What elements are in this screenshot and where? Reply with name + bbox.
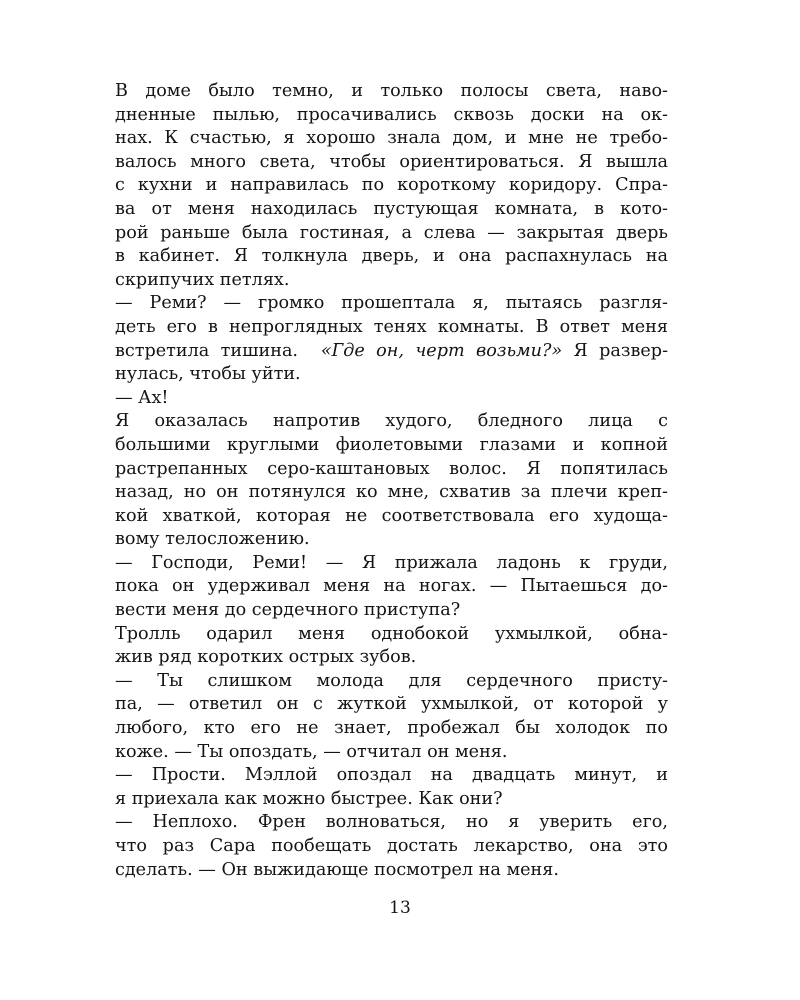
text-line: сделать. — Он выжидающе посмотрел на меня. xyxy=(115,859,559,880)
text-line: Я оказалась напротив худого, бледного лица с xyxy=(115,411,668,432)
text-line: скрипучих петлях. xyxy=(115,269,290,290)
text-line: — Неплохо. Френ волноваться, но я уверить его, xyxy=(115,812,668,833)
text-line: что раз Сара пообещать достать лекарство, она это xyxy=(115,836,668,856)
italic-thought: «Где он, черт возьми?» xyxy=(320,340,563,361)
text-line: нулась, чтобы уйти. xyxy=(115,364,301,385)
text-line: В доме было темно, и только полосы света, наво- xyxy=(115,81,668,101)
text-line: Тролль одарил меня однобокой ухмылкой, обна- xyxy=(115,623,668,644)
text-line: рой раньше была гостиная, а слева — закрытая дверь xyxy=(115,222,668,243)
text-line: дненные пылью, просачивались сквозь доски на ок- xyxy=(115,104,668,125)
text-line: нах. К счастью, я хорошо знала дом, и мне не требо- xyxy=(115,128,668,149)
page-body-text xyxy=(115,80,668,882)
text-line: в кабинет. Я толкнула дверь, и она распахнулась на xyxy=(115,246,668,267)
text-line: деть его в непроглядных тенях комнаты. В ответ меня xyxy=(115,316,668,337)
text-run: Я развер- xyxy=(562,340,669,361)
text-line: па, — ответил он с жуткой ухмылкой, от которой у xyxy=(115,694,668,715)
text-line: я приехала как можно быстрее. Как они? xyxy=(115,788,503,809)
text-line: кой хваткой, которая не соответствовала его худоща- xyxy=(115,505,668,526)
text-line: валось много света, чтобы ориентироваться. Я вышла xyxy=(115,151,668,172)
text-run: встретила тишина. xyxy=(115,340,321,361)
text-line: растрепанных серо-каштановых волос. Я попятилась xyxy=(115,458,668,479)
text-line: пока он удерживал меня на ногах. — Пытаешься до- xyxy=(115,576,668,597)
text-line: любого, кто его не знает, пробежал бы холодок по xyxy=(115,718,668,739)
text-line: коже. — Ты опоздать, — отчитал он меня. xyxy=(115,741,508,762)
text-line: вести меня до сердечного приступа? xyxy=(115,600,461,621)
text-line: — Ты слишком молода для сердечного присту- xyxy=(115,670,668,691)
text-line xyxy=(115,340,668,364)
text-line: большими круглыми фиолетовыми глазами и копной xyxy=(115,434,668,455)
text-line: ва от меня находилась пустующая комната, в кото- xyxy=(115,198,668,219)
text-line: — Господи, Реми! — Я прижала ладонь к груди, xyxy=(115,552,668,573)
page-number: 13 xyxy=(389,898,411,918)
text-line: назад, но он потянулся ко мне, схватив за плечи креп- xyxy=(115,482,668,503)
text-line: — Ах! xyxy=(115,387,169,408)
text-line: вому телосложению. xyxy=(115,529,310,550)
text-line: — Прости. Мэллой опоздал на двадцать минут, и xyxy=(115,765,668,786)
text-line: жив ряд коротких острых зубов. xyxy=(115,647,417,668)
text-line: с кухни и направилась по короткому коридору. Спра- xyxy=(115,175,668,196)
text-line: — Реми? — громко прошептала я, пытаясь разгля- xyxy=(115,293,668,314)
